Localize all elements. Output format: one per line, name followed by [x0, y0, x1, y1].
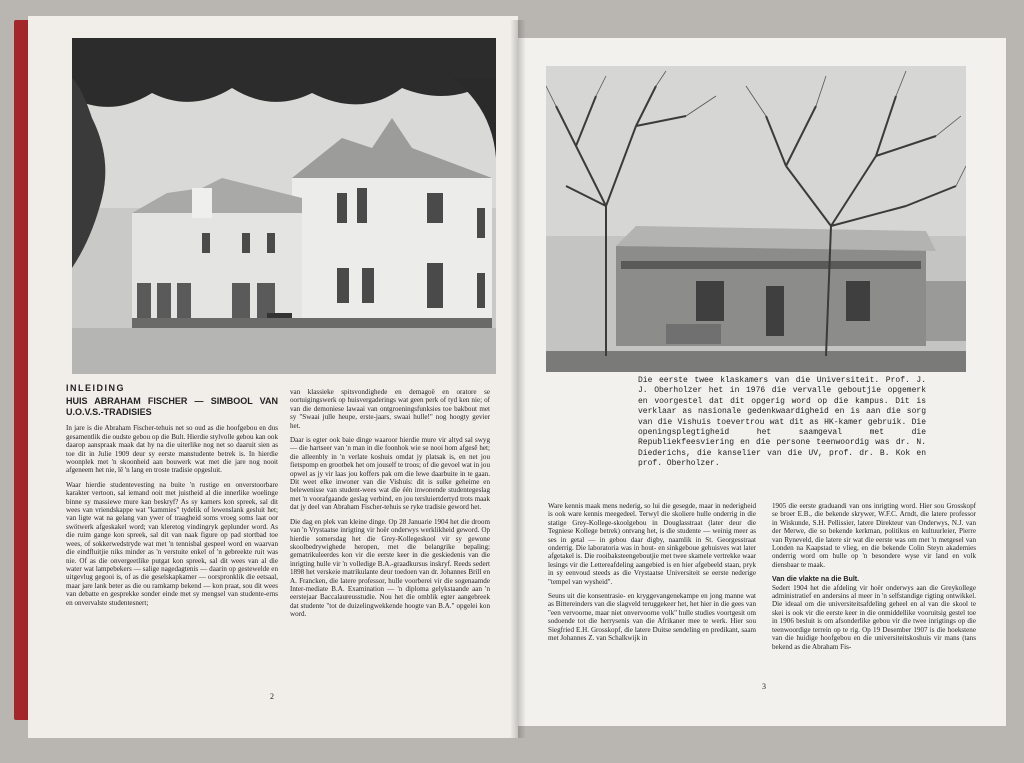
right-page-column-2 [772, 502, 976, 657]
article-subheading: HUIS ABRAHAM FISCHER — SIMBOOL VAN U.O.V.S.-TRADISIES [66, 396, 278, 418]
page-gutter [510, 20, 526, 738]
paragraph: Daar is egter ook baie dinge waaroor hierdie mure vir altyd sal swyg — die hartseer van 'n man in die foonhok wie se nooi hom afgesê het; die alleenbly in 'n verlate koshuis omdat jy platsak is, en net jou fietspomp en grootbek het om jouself te troos; of die gevoel wat in jou opwel as jy vir laas jou koffers pak om die lewe daarbuite in te gaan. Dit weet elke inwoner van die Vishuis: dit is sulke geheime en belewenisse van student-wees wat die één inwonende studentegeslag met 'n voorafgaande geslag verbind, en jou tersluiertdertyd trots maak dat jy deel van Abraham Fischer-tehuis se ryke tradisie geword het. [290, 436, 490, 512]
paragraph: Waar hierdie studentevesting na buite 'n rustige en onverstoorbare karakter vertoon, sal iemand ooit met juistheid al die innerlike woelinge binne sy massiewe mure kan beskryf? As sy kamers kon spreek, sal dit wees van vriendskappe wat "kammies" tydelik of lewenslank gesluit het; van ligte wat na gelang van ywer of traagheid soms vroeg soms laat oor swötwerk afgeskakel word; van kleretog vindingryk geplunder word. As die ruim gange kon spreek, sal dit van naak figure op pad stortbad toe wees, of sokkerwedstryde wat met 'n tennisbal gespeel word en waarvan die eindfluitjie niks minder as 'n verstuite enkel of 'n gebreekte ruit was nie. Of as die onvergeetlike putgat kon spreek, sal dit wees van al die water wat lampebekers — salige nagedagtenis — daarin op gestewelde en uitgevlug gegooi is, of as die geselskapkamer — oorspronklik die eetsaal, maar jare lank beter as die ou ramkamp bekend — kon praat, sou dit wees van debatte en gesprekke sonder einde met sy mengsel van studente-erns en onvervalste studentesnert; [66, 480, 278, 607]
photo-caption [638, 376, 926, 470]
section-heading: INLEIDING [66, 383, 126, 393]
first-classrooms-photo [546, 66, 966, 372]
left-page-column-1 [66, 384, 278, 613]
paragraph: Ware kennis maak mens nederig, so lui die gesegde, maar in nederigheid is ook ware kennis meegedeel. Terwyl die skoliere hulle onderrig in die statige Grey-Kollege-skoolgebou in Douglasstraat (later deur die Tegniese Kollege betrek) ontvang het, is die studente — weinig meer as ses in getal — in gebou daar digby, naamlik in St. Georgesstraat onderrig. Die laboratoria was in hout- en sinkgeboue gehuisves wat later afgetakel is. Die rooibaksteengeboutjie met twee skamele vertrekke waar lesings vir die Lettereafdeling aangebied is en hier afgebeeld staan, pryk in sy eenvoud steeds as die Vrystaatse Universiteit se eerste nederige "tempel van wysheid". [548, 502, 756, 586]
abraham-fischer-building-photo [72, 38, 496, 374]
caption-text: Die eerste twee klaskamers van die Universiteit. Prof. J. J. Oberholzer het in 1976 die vervalle geboutjie opgemerk en voorgestel dat dit opgerig word op die kampus. Dit is verklaar as nasionale gedenkwaardigheid en is aan die sorg van die Vishuis toevertrou wat dit as HK-kamer gebruik. Die openingsplegtigheid het saamgeval met die Republiekfeesviering en die persone teenwoordig was dr. N. Diederichs, die kanselier van die UV, prof. dr. B. Kok en prof. Oberholzer. [638, 376, 926, 469]
paragraph: Seuns uit die konsentrasie- en kryggevangenekampe en jong manne wat as Bittereinders van die slagveld teruggekeer het, het hier in die gees van "een vervoorne, maar niet onvervoorne volk" hulle studies voortgesit om sodoende tot die herrysenis van die Afrikaner mee te werk. Hier sou Siegfried E.H. Grosskopf, die latere Duitse sendeling en predikant, saam met Johannes Z. van Schalkwijk in [548, 592, 756, 643]
right-page-column-1 [548, 502, 756, 649]
paragraph: Die dag en plek van kleine dinge. Op 28 Januarie 1904 het die droom van 'n Vrystaatse inrigting vir hoër onderwys werklikheid geword. Op hierdie somersdag het die Grey-Kollegeskool vir sy gewone skoolbedrywighede heropen, met die belangrike bepaling; gematrikuleerdes kon vir die eerste keer in die geskiedenis van die inrigting hulle vir 'n volledige B.A.-graadkursus inskryf. Reeds sedert 1898 het verskeie matrikulante deur toedoen van dr. Johannes Brill en A. Francken, die latere professor, hulle voorberei vir die sogenaamde Inter-mediate B.A. Examination — 'n diploma gelykstaande aan 'n eerstejaar Baccalaureusstudie. Nou het die omblik egter aangebreek dat studente "tot de duizelingwekkende hoogte van B.A." opgelei kon word. [290, 517, 490, 619]
paragraph: 1905 die eerste graduandi van ons inrigting word. Hier sou Grosskopf se broer E.B., die bekende skrywer, W.F.C. Arndt, die latere professor in Wiskunde, S.H. Pellissier, latere Direkteur van Onderwys, N.J. van der Merwe, die so bekende kerkman, politikus en kultuurleier, Pierre van Ryneveld, die latere sir wat die eerste was om met 'n metgesel van Londen na Kaapstad te vlieg, en die bekende Colin Steyn akademies onderrig word om hulle op 'n besondere wyse vir land en volk diensbaar te maak. [772, 502, 976, 569]
column-subheading: Van die vlakte na die Bult. [772, 575, 860, 584]
page-number-right: 3 [762, 682, 766, 691]
paragraph: van klassieke spitsvondighede en demagoë en oratore se oortuigingswerk op huisvergaderings wat geen perk of tyd ken nie; of van die demoniese lawaai van ontgroeningsfunksies toe bakbout met sy "Swaai julle heupe, erste-jaars, swaai hulle!" nog hoogty gevier het. [290, 388, 490, 430]
page-number-left: 2 [270, 692, 274, 701]
paragraph: Sedert 1904 het die afdeling vir hoër onderwys aan die Greykollege administratief en andersins al meer in 'n selfstandige rigting ontwikkel. Die ideaal om die universiteitsafdeling geheel en al van die skool te skei is ook vir die eerste keer in die onmiddellike vooruitsig gestel toe in 1906 besluit is om afsonderlike gebou vir die twee inrigtings op die teenwoordige terrein op te rig. Op 19 Desember 1907 is die hoekstene van die huidige hoofgebou en die universiteitskoshuis vir mans (tans bekend as die Abraham Fis- [772, 583, 976, 651]
paragraph: In jare is die Abraham Fischer-tehuis net so oud as die hoofgebou en dus gesamentlik die oudste gebou op die Bult. Hierdie stylvolle gebou kan ook daarop aanspraak maak dat hy na die uiterlike nog net so daaruit sien as toe dit in Julie 1909 deur sy eerste manstudente betrek is. In hierdie woonplek met 'n skoonheid aan bouwerk wat met die jare nog nooit afgeneem het nie, lê 'n lang en troste tradisie opgesluit. [66, 424, 278, 475]
left-page-column-2 [290, 388, 490, 625]
